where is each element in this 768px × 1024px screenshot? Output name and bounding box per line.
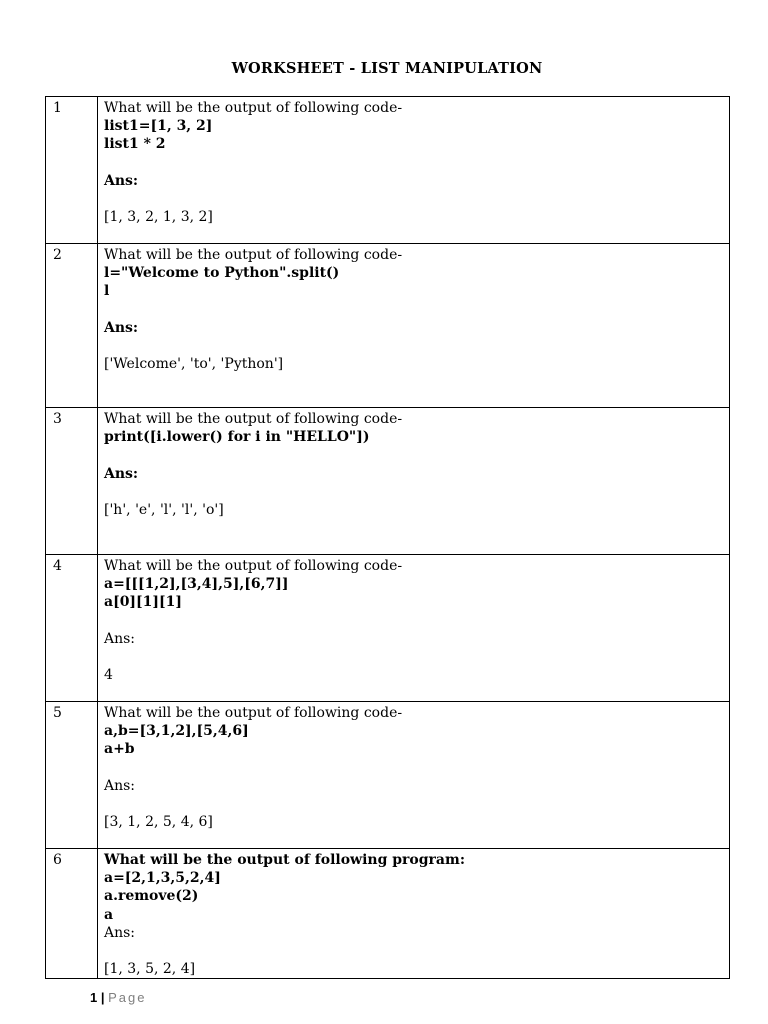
code-line: print([i.lower() for i in "HELLO"]) bbox=[104, 429, 370, 446]
answer-text: ['h', 'e', 'l', 'l', 'o'] bbox=[104, 501, 224, 518]
question-row bbox=[46, 702, 730, 849]
spacer bbox=[104, 759, 729, 777]
spacer bbox=[104, 446, 729, 464]
answer-text: [3, 1, 2, 5, 4, 6] bbox=[104, 814, 213, 831]
question-number: 6 bbox=[46, 849, 98, 979]
question-prompt: What will be the output of following code- bbox=[104, 411, 403, 427]
question-row bbox=[46, 97, 730, 244]
code-line: a[0][1][1] bbox=[104, 594, 183, 611]
answer-label: Ans: bbox=[104, 924, 136, 941]
question-cell bbox=[98, 702, 730, 849]
footer-separator: | bbox=[100, 990, 105, 1005]
question-row bbox=[46, 555, 730, 702]
answer-text: [1, 3, 2, 1, 3, 2] bbox=[104, 209, 213, 226]
spacer bbox=[104, 942, 729, 960]
code-line: list1 * 2 bbox=[104, 136, 166, 153]
question-cell bbox=[98, 97, 730, 244]
question-row bbox=[46, 408, 730, 555]
answer-label: Ans: bbox=[104, 172, 139, 189]
answer-text: 4 bbox=[104, 667, 113, 684]
question-number: 5 bbox=[46, 702, 98, 849]
question-prompt: What will be the output of following code- bbox=[104, 247, 403, 263]
code-line: a,b=[3,1,2],[5,4,6] bbox=[104, 723, 249, 740]
question-row bbox=[46, 849, 730, 979]
page-footer bbox=[90, 990, 147, 1005]
question-prompt: What will be the output of following code- bbox=[104, 100, 403, 116]
question-row bbox=[46, 244, 730, 408]
question-number: 4 bbox=[46, 555, 98, 702]
question-number: 3 bbox=[46, 408, 98, 555]
code-line: a+b bbox=[104, 741, 135, 758]
question-number: 2 bbox=[46, 244, 98, 408]
question-cell bbox=[98, 244, 730, 408]
spacer bbox=[104, 154, 729, 172]
answer-text: [1, 3, 5, 2, 4] bbox=[104, 961, 196, 978]
page-label: Page bbox=[108, 990, 147, 1005]
spacer bbox=[104, 301, 729, 319]
question-cell bbox=[98, 408, 730, 555]
code-line: a=[2,1,3,5,2,4] bbox=[104, 870, 221, 887]
spacer bbox=[104, 648, 729, 666]
spacer bbox=[104, 337, 729, 355]
question-prompt: What will be the output of following code- bbox=[104, 705, 403, 721]
code-line: l bbox=[104, 283, 110, 300]
answer-label: Ans: bbox=[104, 465, 139, 482]
spacer bbox=[104, 612, 729, 630]
code-line: a bbox=[104, 906, 114, 923]
answer-text: ['Welcome', 'to', 'Python'] bbox=[104, 356, 284, 373]
code-line: a=[[[1,2],[3,4],5],[6,7]] bbox=[104, 576, 289, 593]
spacer bbox=[104, 795, 729, 813]
worksheet-table bbox=[45, 96, 730, 979]
code-line: list1=[1, 3, 2] bbox=[104, 118, 213, 135]
answer-label: Ans: bbox=[104, 319, 139, 336]
spacer bbox=[104, 190, 729, 208]
answer-label: Ans: bbox=[104, 630, 136, 647]
page-number: 1 bbox=[90, 990, 98, 1005]
question-cell bbox=[98, 849, 730, 979]
code-line: a.remove(2) bbox=[104, 888, 199, 905]
spacer bbox=[104, 483, 729, 501]
question-number: 1 bbox=[46, 97, 98, 244]
code-line: l="Welcome to Python".split() bbox=[104, 265, 340, 282]
question-prompt: What will be the output of following program: bbox=[104, 852, 465, 868]
page-title: WORKSHEET - LIST MANIPULATION bbox=[231, 60, 543, 77]
question-cell bbox=[98, 555, 730, 702]
answer-label: Ans: bbox=[104, 777, 136, 794]
question-prompt: What will be the output of following code- bbox=[104, 558, 403, 574]
